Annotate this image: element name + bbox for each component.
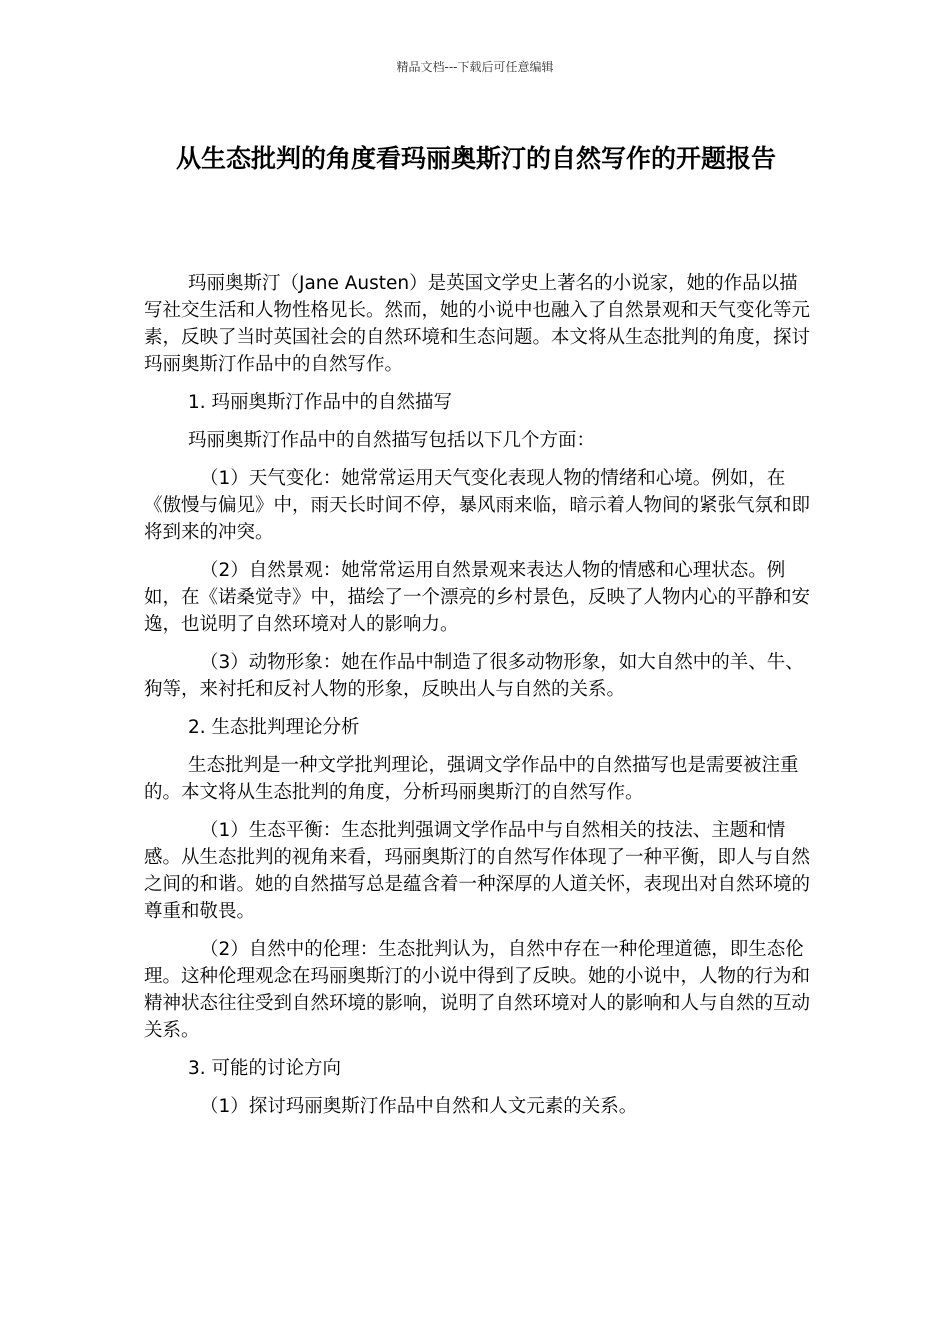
header-note: 精品文档---下载后可任意编辑 bbox=[396, 60, 554, 74]
list-item: （1）生态平衡：生态批判强调文学作品中与自然相关的技法、主题和情感。从生态批判的视角来看，玛丽奥斯汀的自然写作体现了一种平衡，即人与自然之间的和谐。她的自然描写总是蕴含着一种深厚的人道关怀，表现出对自然环境的尊重和敬畏。 bbox=[144, 820, 811, 922]
document-body bbox=[144, 270, 816, 1131]
section-heading: 3. 可能的讨论方向 bbox=[188, 1058, 342, 1079]
document-title: 从生态批判的角度看玛丽奥斯汀的自然写作的开题报告 bbox=[175, 144, 776, 173]
list-item: （2）自然景观：她常常运用自然景观来表达人物的情感和心理状态。例如，在《诺桑觉寺》中，描绘了一个漂亮的乡村景色，反映了人物内心的平静和安逸，也说明了自然环境对人的影响力。 bbox=[144, 560, 811, 635]
list-item: （3）动物形象：她在作品中制造了很多动物形象，如大自然中的羊、牛、狗等，来衬托和反衬人物的形象，反映出人与自然的关系。 bbox=[144, 652, 804, 700]
list-item: （1）天气变化：她常常运用天气变化表现人物的情绪和心境。例如，在《傲慢与偏见》中，雨天长时间不停，暴风雨来临，暗示着人物间的紧张气氛和即将到来的冲突。 bbox=[144, 468, 811, 543]
intro-paragraph: 玛丽奥斯汀（Jane Austen）是英国文学史上著名的小说家，她的作品以描写社交生活和人物性格见长。然而，她的小说中也融入了自然景观和天气变化等元素，反映了当时英国社会的自然环境和生态问题。本文将从生态批判的角度，探讨玛丽奥斯汀作品中的自然写作。 bbox=[144, 273, 811, 375]
paragraph: 生态批判是一种文学批判理论，强调文学作品中的自然描写也是需要被注重的。本文将从生态批判的角度，分析玛丽奥斯汀的自然写作。 bbox=[144, 755, 799, 803]
list-item: （1）探讨玛丽奥斯汀作品中自然和人文元素的关系。 bbox=[200, 1096, 638, 1117]
section-heading: 2. 生态批判理论分析 bbox=[188, 717, 360, 738]
list-item: （2）自然中的伦理：生态批判认为，自然中存在一种伦理道德，即生态伦理。这种伦理观念在玛丽奥斯汀的小说中得到了反映。她的小说中，人物的行为和精神状态往往受到自然环境的影响，说明了自然环境对人的影响和人与自然的互动关系。 bbox=[144, 939, 811, 1041]
paragraph: 玛丽奥斯汀作品中的自然描写包括以下几个方面： bbox=[188, 430, 596, 451]
section-heading: 1. 玛丽奥斯汀作品中的自然描写 bbox=[188, 392, 453, 413]
